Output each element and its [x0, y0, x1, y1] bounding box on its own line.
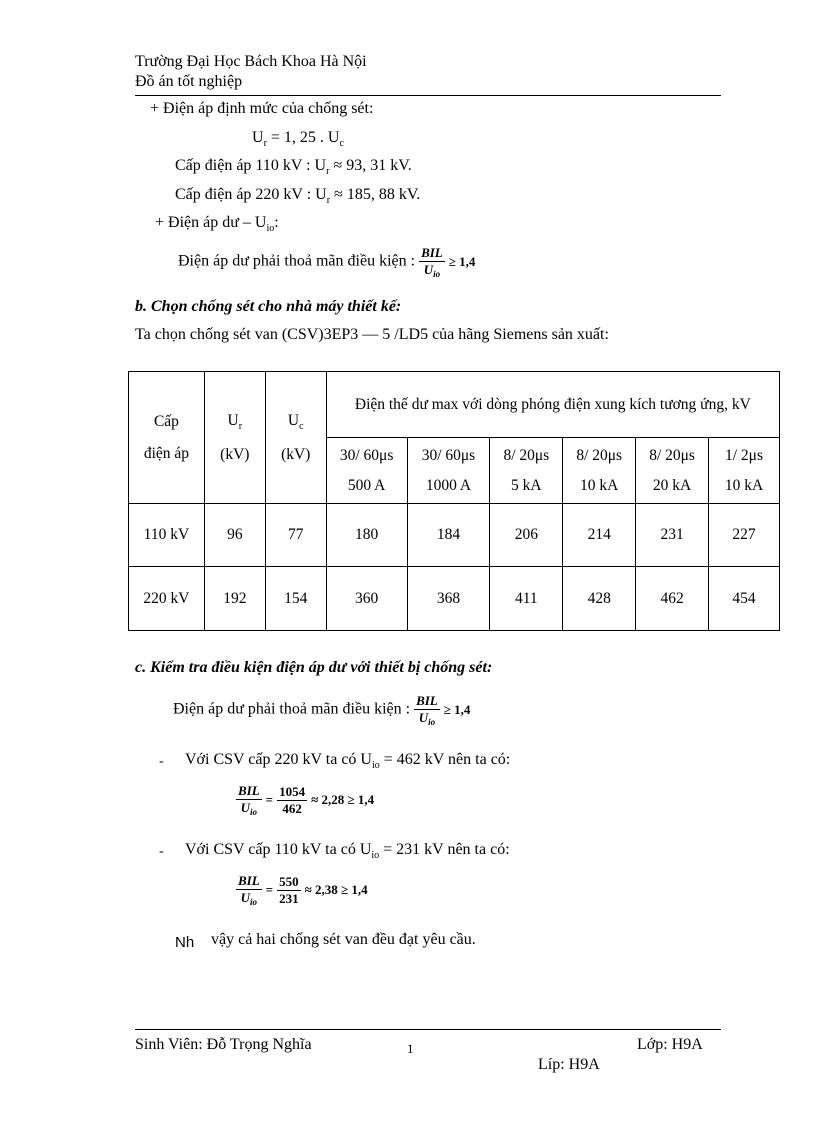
cell-value: 214: [563, 504, 636, 567]
cell-value: 231: [636, 504, 709, 567]
bullet-dash: -: [159, 844, 164, 859]
case-220kv-formula: $\frac{\text{BIL}}{U_{io}}$ = $\frac{1054}{462}$ ≈ 2,28 ≥ 1,4: [238, 783, 375, 817]
section-b-text: Ta chọn chống sét van (CSV)3EP3 — 5 /LD5 của hãng Siemens sản xuất:: [135, 326, 609, 343]
bil-fraction: $\frac{\text{BIL}}{U_{io}}$: [416, 693, 438, 727]
conclusion-text: vậy cả hai chống sét van đều đạt yêu cầu.: [211, 931, 476, 948]
footer-student: Sinh Viên: Đỗ Trọng Nghĩa: [135, 1036, 312, 1053]
cell-uc: 154: [265, 567, 326, 631]
cell-value: 428: [563, 567, 636, 631]
cell-value: 454: [709, 567, 780, 631]
col-header-level: Cấp điện áp: [129, 372, 205, 504]
table-row: [129, 504, 780, 567]
cell-value: 462: [636, 567, 709, 631]
bil-fraction: $\frac{\text{BIL}}{U_{io}}$: [421, 245, 443, 279]
header-rule: [135, 95, 721, 96]
arrester-spec-table: [128, 371, 780, 631]
col-header-uc: $U_c$ (kV): [265, 372, 326, 504]
cell-ur: 96: [204, 504, 265, 567]
residual-condition-1: Điện áp dư phải thoả mãn điều kiện : $\frac{\text{BIL}}{U_{io}}$ ≥ 1,4: [178, 245, 476, 279]
footer-class-duplicate: Líp: H9A: [538, 1056, 600, 1073]
rated-voltage-220kv: Cấp điện áp 220 kV : $U_r \approx 185$, 88 kV.: [175, 186, 421, 206]
footer-rule: [135, 1029, 721, 1030]
table-row: [129, 567, 780, 631]
cell-value: 180: [326, 504, 407, 567]
case-110kv-text: Với CSV cấp 110 kV ta có $U_{io} = 231$ kV nên ta có:: [185, 841, 510, 861]
subheader-cell: 8/ 20μs 10 kA: [563, 438, 636, 504]
cell-ur: 192: [204, 567, 265, 631]
residual-voltage-heading: + Điện áp dư – $U_{io}$:: [155, 214, 279, 234]
cell-value: 206: [490, 504, 563, 567]
bullet-dash: -: [159, 754, 164, 769]
case-220kv-text: Với CSV cấp 220 kV ta có $U_{io} = 462$ kV nên ta có:: [185, 751, 511, 771]
rated-voltage-heading: + Điện áp định mức của chống sét:: [150, 100, 374, 117]
col-header-residual-group: Điện thế dư max với dòng phóng điện xung kích tương ứng, kV: [326, 372, 779, 438]
residual-condition-2: Điện áp dư phải thoả mãn điều kiện : $\frac{\text{BIL}}{U_{io}}$ ≥ 1,4: [173, 693, 471, 727]
cell-level: 220 kV: [129, 567, 205, 631]
cell-value: 227: [709, 504, 780, 567]
cell-value: 184: [407, 504, 490, 567]
header-school: Trường Đại Học Bách Khoa Hà Nội: [135, 53, 367, 70]
subheader-cell: 1/ 2μs 10 kA: [709, 438, 780, 504]
footer-class: Lớp: H9A: [637, 1036, 703, 1053]
col-header-ur: $U_r$ (kV): [204, 372, 265, 504]
subheader-cell: 30/ 60μs 1000 A: [407, 438, 490, 504]
section-b-title: b. Chọn chống sét cho nhà máy thiết kế:: [135, 298, 402, 315]
header-document-type: Đồ án tốt nghiệp: [135, 73, 243, 90]
table-header-row: [129, 372, 780, 438]
cell-value: 411: [490, 567, 563, 631]
conclusion-prefix: Nh: [175, 934, 195, 951]
rated-voltage-formula: $U_r = 1$, 25 . $U_c$: [252, 129, 344, 149]
cell-level: 110 kV: [129, 504, 205, 567]
subheader-cell: 8/ 20μs 5 kA: [490, 438, 563, 504]
cell-uc: 77: [265, 504, 326, 567]
rated-voltage-110kv: Cấp điện áp 110 kV : $U_r \approx 93$, 31 kV.: [175, 157, 412, 177]
subheader-cell: 30/ 60μs 500 A: [326, 438, 407, 504]
case-110kv-formula: $\frac{\text{BIL}}{U_{io}}$ = $\frac{550}{231}$ ≈ 2,38 ≥ 1,4: [238, 873, 368, 907]
cell-value: 368: [407, 567, 490, 631]
cell-value: 360: [326, 567, 407, 631]
subheader-cell: 8/ 20μs 20 kA: [636, 438, 709, 504]
footer-page-number: 1: [407, 1041, 414, 1056]
section-c-title: c. Kiểm tra điều kiện điện áp dư với thiết bị chống sét:: [135, 659, 493, 676]
